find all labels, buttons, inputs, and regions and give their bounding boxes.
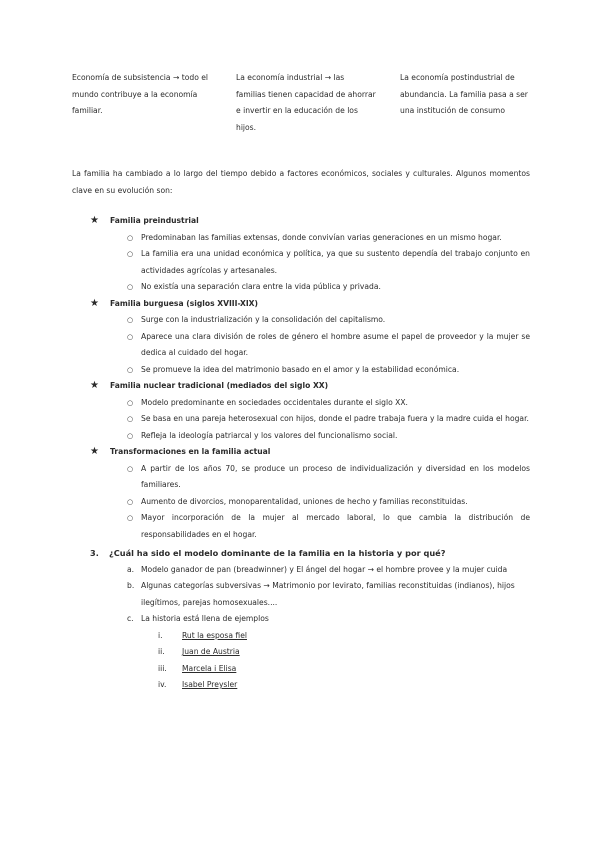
- bullet-text: Aparece una clara división de roles de género el hombre asume el papel de proveedor y la mujer se dedica al cuidado del hogar.: [141, 331, 530, 357]
- circle-bullet-icon: ○: [127, 514, 134, 522]
- answer-label: c.: [127, 614, 134, 623]
- section-heading: [72, 378, 530, 395]
- intro-paragraph: La familia ha cambiado a lo largo del tiempo debido a factores económicos, sociales y culturales. Algunos momentos clave en su evolución son:: [72, 169, 530, 195]
- example-label: iv.: [158, 680, 167, 689]
- circle-bullet-icon: ○: [127, 283, 134, 291]
- bullet-text: Se promueve la idea del matrimonio basado en el amor y la estabilidad económica.: [141, 364, 460, 374]
- example-link[interactable]: Rut la esposa fiel: [182, 630, 247, 640]
- answer-item: [72, 611, 530, 628]
- bullet-item: [72, 312, 530, 329]
- bullet-item: [72, 411, 530, 428]
- example-label: iii.: [158, 663, 167, 673]
- bullet-text: La familia era una unidad económica y política, ya que su sustento dependía del trabajo conjunto en actividades agrícolas y artesanales.: [141, 249, 530, 275]
- section-heading: [72, 213, 530, 230]
- bullet-text: Aumento de divorcios, monoparentalidad, uniones de hecho y familias reconstituidas.: [141, 496, 468, 506]
- star-bullet-icon: ★: [90, 380, 99, 391]
- bullet-item: [72, 279, 530, 296]
- example-link[interactable]: Isabel Preysler: [182, 680, 238, 689]
- section-title: Familia nuclear tradicional (mediados del siglo XX): [110, 381, 329, 390]
- section-heading: [72, 296, 530, 313]
- bullet-text: Predominaban las familias extensas, donde convivían varias generaciones en un mismo hogar.: [141, 232, 502, 242]
- bullet-text: Surge con la industrialización y la consolidación del capitalismo.: [141, 315, 386, 324]
- circle-bullet-icon: ○: [127, 250, 134, 258]
- example-label: ii.: [158, 647, 165, 656]
- example-item: [72, 661, 530, 678]
- bullet-item: [72, 461, 530, 494]
- circle-bullet-icon: ○: [127, 431, 134, 440]
- bullet-item: [72, 246, 530, 279]
- example-label: i.: [158, 630, 163, 640]
- circle-bullet-icon: ○: [127, 398, 134, 407]
- star-bullet-icon: ★: [90, 446, 99, 457]
- timeline-postindustrial: La economía postindustrial de abundancia. La familia pasa a ser una institución de consumo: [400, 73, 528, 115]
- bullet-item: [72, 510, 530, 543]
- star-bullet-icon: ★: [90, 215, 99, 226]
- answer-item: [72, 562, 530, 579]
- example-item: [72, 677, 530, 694]
- question-number: 3.: [90, 548, 99, 558]
- section-title: Transformaciones en la familia actual: [110, 447, 271, 456]
- bullet-text: Modelo predominante en sociedades occidentales durante el siglo XX.: [141, 397, 408, 407]
- answer-text: La historia está llena de ejemplos: [141, 614, 269, 623]
- example-link[interactable]: Juan de Austria: [182, 647, 240, 656]
- answer-text: Modelo ganador de pan (breadwinner) y El ángel del hogar → el hombre provee y la mujer cuida: [141, 564, 508, 574]
- circle-bullet-icon: ○: [127, 365, 134, 374]
- bullet-text: A partir de los años 70, se produce un proceso de individualización y diversidad en los modelos familiares.: [141, 463, 530, 489]
- bullet-text: Refleja la ideología patriarcal y los valores del funcionalismo social.: [141, 430, 398, 440]
- bullet-item: [72, 362, 530, 379]
- answer-item: [72, 578, 530, 611]
- circle-bullet-icon: ○: [127, 316, 134, 324]
- section-heading: [72, 444, 530, 461]
- example-link[interactable]: Marcela i Elisa: [182, 663, 237, 673]
- circle-bullet-icon: ○: [127, 332, 134, 341]
- bullet-item: [72, 494, 530, 511]
- example-item: [72, 628, 530, 645]
- bullet-item: [72, 230, 530, 247]
- answer-label: a.: [127, 564, 135, 574]
- bullet-item: [72, 329, 530, 362]
- section-title: Familia preindustrial: [110, 216, 199, 225]
- star-bullet-icon: ★: [90, 297, 99, 309]
- question-text: ¿Cuál ha sido el modelo dominante de la familia en la historia y por qué?: [109, 548, 446, 558]
- circle-bullet-icon: ○: [127, 497, 134, 506]
- evolution-outline: [72, 213, 530, 694]
- bullet-text: Se basa en una pareja heterosexual con hijos, donde el padre trabaja fuera y la madre cuida el hogar.: [141, 414, 529, 423]
- timeline-subsistence: Economía de subsistencia → todo el mundo contribuye a la economía familiar.: [72, 73, 209, 115]
- bullet-item: [72, 428, 530, 445]
- example-item: [72, 644, 530, 661]
- circle-bullet-icon: ○: [127, 233, 134, 242]
- answer-text: Algunas categorías subversivas → Matrimonio por levirato, familias reconstituidas (indianos), hijos ilegítimos, parejas homosexuales....: [141, 581, 515, 607]
- section-title: Familia burguesa (siglos XVIII-XIX): [110, 298, 258, 308]
- timeline-industrial: La economía industrial → las familias tienen capacidad de ahorrar e invertir en la educación de los hijos.: [236, 73, 376, 132]
- bullet-item: [72, 395, 530, 412]
- circle-bullet-icon: ○: [127, 415, 134, 423]
- bullet-text: No existía una separación clara entre la vida pública y privada.: [141, 282, 381, 291]
- bullet-text: Mayor incorporación de la mujer al mercado laboral, lo que cambia la distribución de responsabilidades en el hogar.: [141, 513, 530, 539]
- question-heading: [72, 545, 530, 562]
- circle-bullet-icon: ○: [127, 464, 134, 473]
- answer-label: b.: [127, 581, 135, 590]
